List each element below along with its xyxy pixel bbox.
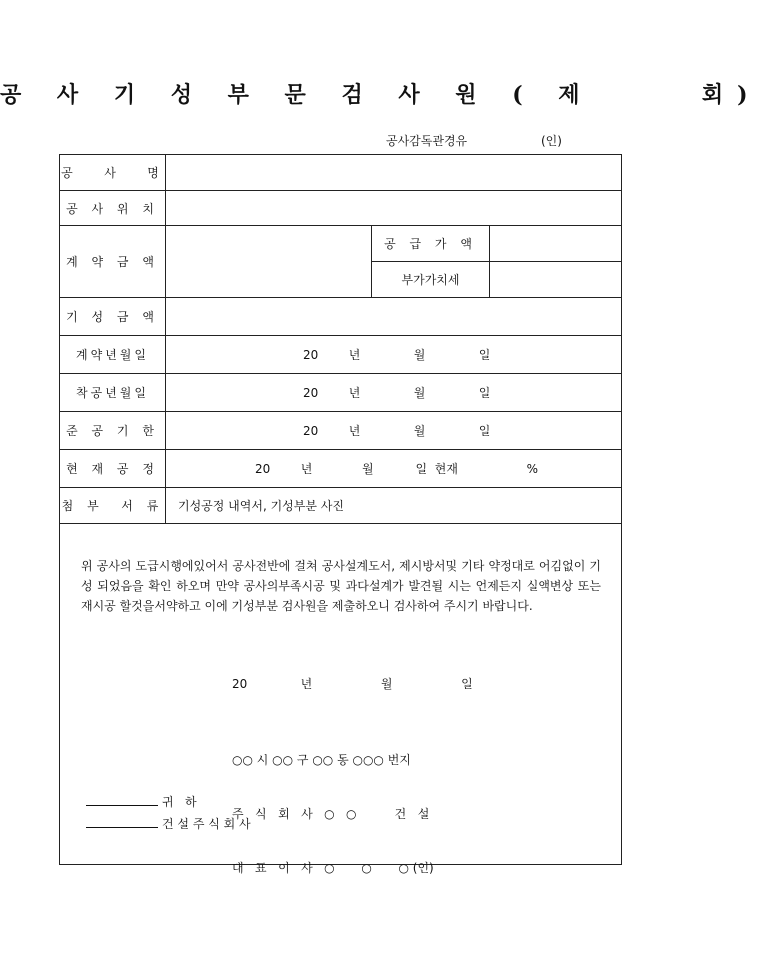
- supervisor-label: 공사감독관경유: [386, 134, 468, 148]
- row-current-progress: [60, 450, 622, 488]
- inspection-form-table: [59, 154, 622, 875]
- progress-amount-label: 기 성 금 액: [60, 298, 166, 336]
- project-location-label: 공 사 위 치: [60, 191, 166, 226]
- supply-price-field[interactable]: [490, 226, 622, 262]
- project-location-field[interactable]: [166, 191, 622, 226]
- supply-price-label: 공 급 가 액: [372, 226, 490, 262]
- recipient-honorific: 귀 하: [162, 795, 197, 809]
- row-contract-amount: [60, 226, 622, 262]
- vat-field[interactable]: [490, 262, 622, 298]
- company-blank[interactable]: [86, 816, 158, 828]
- progress-amount-field[interactable]: [166, 298, 622, 336]
- recipient-block: [86, 791, 251, 835]
- completion-deadline-field[interactable]: 20 년 월 일: [166, 412, 622, 450]
- recipient-blank[interactable]: [86, 794, 158, 806]
- current-progress-field[interactable]: 20 년 월 일 현재 %: [166, 450, 622, 488]
- row-completion-deadline: [60, 412, 622, 450]
- current-progress-label: 현 재 공 정: [60, 450, 166, 488]
- contract-amount-field[interactable]: [166, 226, 372, 298]
- contract-date-field[interactable]: 20 년 월 일: [166, 336, 622, 374]
- row-start-date: [60, 374, 622, 412]
- vat-label: 부가가치세: [372, 262, 490, 298]
- signatory-block: [232, 715, 434, 913]
- declaration-paragraph: 위 공사의 도급시행에있어서 공사전반에 걸쳐 공사설계도서, 제시방서및 기타 약정대로 어김없이 기성 되었음을 확인 하오며 만약 공사의부족시공 및 과다설계가 발견될 시는 언제든지 실액변상 또는 재시공 할것을서약하고 이에 기성부분 검사원을 제출하오니 검사하여 주시기 바랍니다.: [81, 559, 601, 613]
- completion-deadline-label: 준 공 기 한: [60, 412, 166, 450]
- contract-date-label: 계약년월일: [60, 336, 166, 374]
- row-project-name: [60, 155, 622, 191]
- row-progress-amount: [60, 298, 622, 336]
- recipient-company: 건 설 주 식 회 사: [162, 817, 251, 831]
- project-name-label: 공 사 명: [60, 155, 166, 191]
- row-declaration: [60, 524, 622, 865]
- start-date-label: 착공년월일: [60, 374, 166, 412]
- declaration-cell: [60, 524, 622, 875]
- row-attachments: [60, 488, 622, 524]
- row-contract-date: [60, 336, 622, 374]
- document-title: 공 사 기 성 부 문 검 사 원 ( 제 회): [0, 82, 761, 108]
- project-name-field[interactable]: [166, 155, 622, 191]
- start-date-field[interactable]: 20 년 월 일: [166, 374, 622, 412]
- attachments-label: 첨 부 서 류: [60, 488, 166, 524]
- representative-line: 대 표 이 사 ○ ○ ○ (인): [232, 861, 434, 875]
- row-project-location: [60, 191, 622, 226]
- signature-date: 20 년 월 일: [232, 677, 473, 691]
- address-line: ○○ 시 ○○ 구 ○○ 동 ○○○ 번지: [232, 753, 411, 767]
- company-line: 주 식 회 사 ○ ○ 건 설: [232, 807, 430, 821]
- seal-mark: (인): [541, 134, 562, 148]
- contract-amount-label: 계 약 금 액: [60, 226, 166, 298]
- attachments-field[interactable]: 기성공정 내역서, 기성부분 사진: [166, 488, 622, 524]
